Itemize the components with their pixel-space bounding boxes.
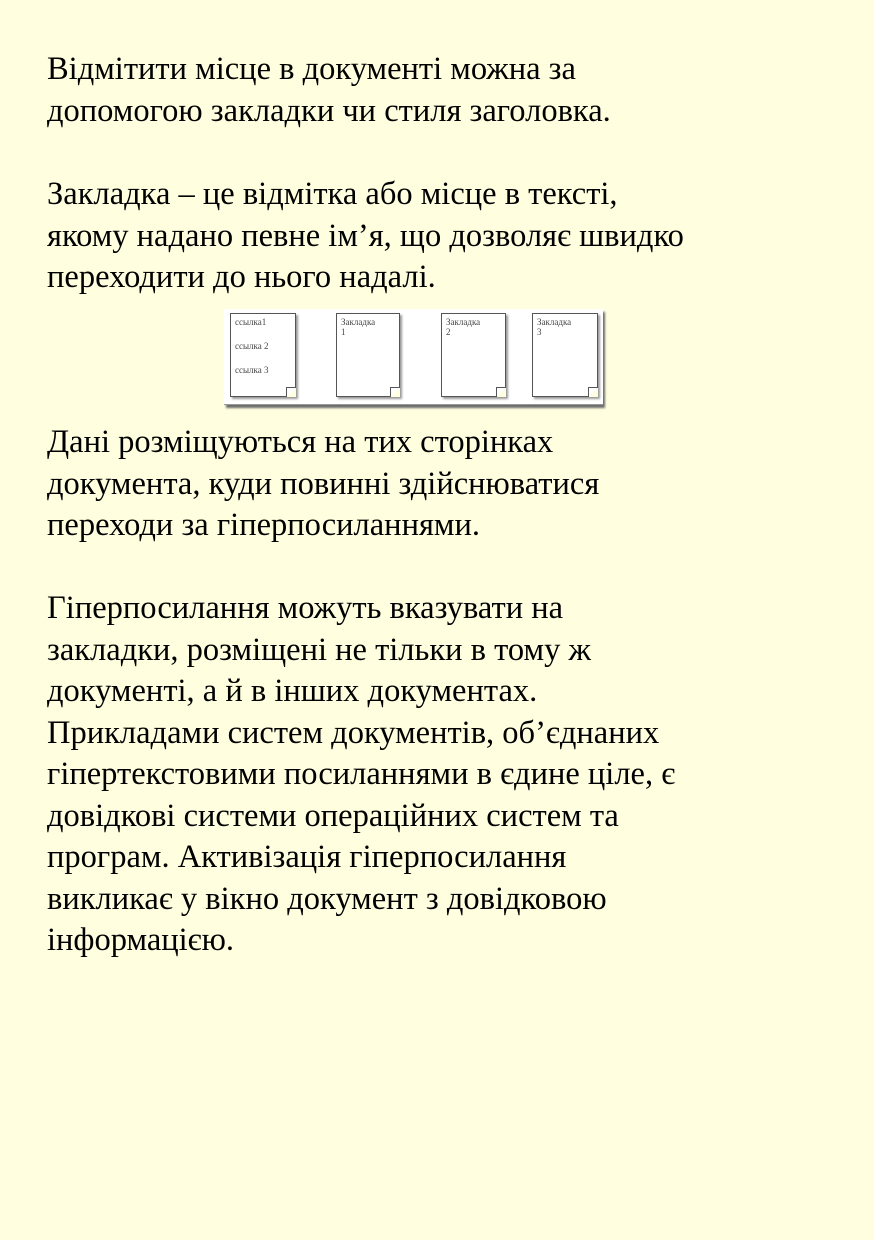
bookmark-number: 2	[446, 327, 451, 337]
text-line: програм. Активізація гіперпосилання	[47, 839, 567, 875]
bookmark-label: Закладка	[537, 317, 572, 327]
text-line: Дані розміщуються на тих сторінках	[47, 424, 554, 460]
bookmark-label: Закладка	[341, 317, 376, 327]
text-line: переходи за гіперпосиланнями.	[47, 507, 480, 543]
page-fold-icon	[588, 387, 598, 397]
text-line: якому надано певне ім’я, що дозволяє швидко	[47, 217, 684, 254]
bookmarks-illustration	[224, 309, 603, 405]
paragraph-intro	[47, 49, 611, 132]
text-line: Відмітити місце в документі можна за	[47, 51, 576, 87]
text-line: закладки, розміщені не тільки в тому ж	[47, 631, 591, 668]
text-line: Гіперпосилання можуть вказувати на	[47, 590, 564, 626]
text-line: гіпертекстовими посиланнями в єдине ціле, є	[47, 756, 676, 792]
page-fold-icon	[390, 387, 400, 397]
paragraph-bookmark-definition	[47, 174, 684, 299]
text-line: інформацією.	[47, 922, 235, 958]
link-label: ссылка 3	[235, 365, 269, 375]
page-fold-icon	[286, 387, 296, 397]
document-page-icon-bookmark-1	[336, 313, 400, 397]
paragraph-data-placement	[47, 422, 599, 547]
link-label: ссылка1	[235, 317, 267, 327]
paragraph-hyperlinks	[47, 588, 675, 962]
document-page-icon-bookmark-3	[532, 313, 598, 397]
document-page-icon-bookmark-2	[441, 313, 506, 397]
document-page-icon-links	[230, 313, 296, 397]
bookmark-number: 3	[537, 327, 542, 337]
text-line: документа, куди повинні здійснюватися	[47, 465, 600, 502]
text-line: документі, а й в інших документах.	[47, 673, 538, 709]
text-line: Прикладами систем документів, об’єднаних	[47, 714, 660, 751]
text-line: Закладка – це відмітка або місце в тексті,	[47, 176, 618, 212]
bookmark-number: 1	[341, 327, 346, 337]
bookmark-label: Закладка	[446, 317, 481, 327]
page-fold-icon	[496, 387, 506, 397]
link-label: ссылка 2	[235, 341, 269, 351]
text-line: довідкові системи операційних систем та	[47, 797, 619, 834]
text-line: викликає у вікно документ з довідковою	[47, 880, 607, 917]
text-line: переходити до нього надалі.	[47, 259, 436, 295]
text-line: допомогою закладки чи стиля заголовка.	[47, 92, 611, 129]
